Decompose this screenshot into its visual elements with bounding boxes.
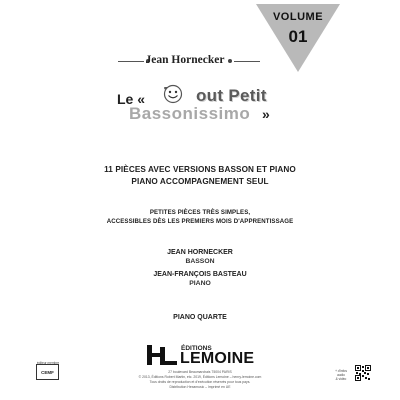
fine-print-3: Tous droits de reproduction et d'exécution réservés pour tous pays. [149,380,251,384]
fine-print-2: © 2013, Éditions Robert Martin, etc. 2019, Éditions Lemoine – henry-lemoine.com [138,375,262,379]
publisher-name: LEMOINE [180,350,255,367]
description-line-4: ACCESSIBLES DÈS LES PREMIERS MOIS D'APPRENTISSAGE [106,218,294,225]
description-line-1: 11 PIÈCES AVEC VERSIONS BASSON ET PIANO [104,165,296,174]
grade-label: PIANO QUARTE [173,314,227,321]
credit-name-2: JEAN-FRANÇOIS BASTEAU [153,271,247,278]
fine-print-1: 27 boulevard Beaumarchais 75004 PARIS [168,370,232,374]
cemf-caption: éditeur membre [36,361,60,365]
credit-role-1: BASSON [185,258,215,265]
media-note-line-1: + d'infos [335,369,347,373]
lemoine-logo-icon [145,343,179,367]
description-line-3: PETITES PIÈCES TRÈS SIMPLES, [149,209,251,216]
media-note [330,369,352,382]
author-dot-right [228,59,232,63]
volume-label: VOLUME [272,11,324,23]
qr-code-icon [355,365,371,381]
credit-name-1: JEAN HORNECKER [167,249,233,256]
title-suffix: » [262,106,270,122]
media-note-line-3: & vidéo [335,377,347,382]
title-subtitle: Bassonissimo [129,104,251,123]
media-note-line-2: audio [337,373,345,378]
credit-role-2: PIANO [189,280,211,287]
volume-number: 01 [288,27,308,46]
fine-print-4: Distribution Hexamusic – Imprimé en UE [169,385,231,389]
author-name: Jean Hornecker [145,54,225,66]
title-prefix: Le « [117,91,146,107]
title-main: out Petit [196,86,267,105]
cemf-label: CEMF [41,370,54,375]
publisher-prefix: ÉDITIONS [181,345,212,352]
author-rule-right [234,61,260,62]
description-line-2: PIANO ACCOMPAGNEMENT SEUL [131,177,269,186]
smiling-face-icon [163,84,183,104]
